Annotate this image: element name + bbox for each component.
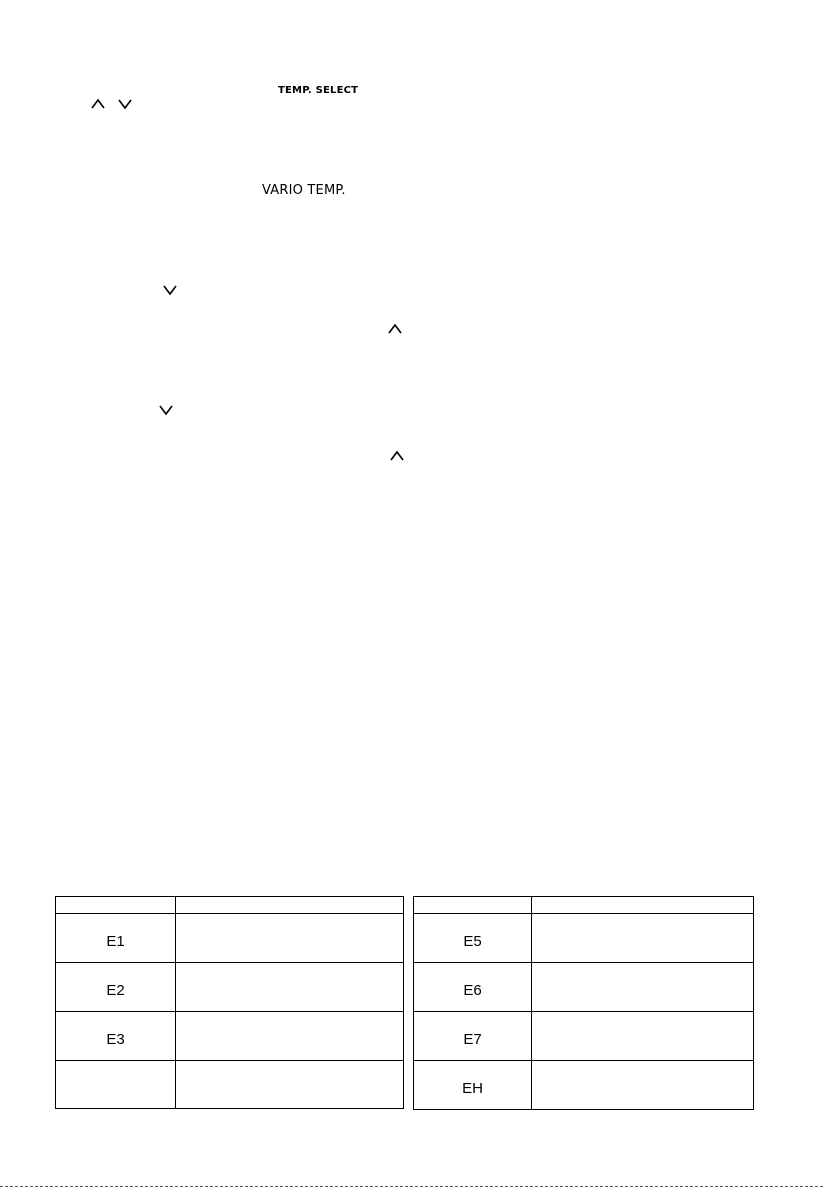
error-code: EH — [462, 1079, 483, 1097]
error-code-cell — [56, 963, 176, 1012]
error-code-table-right — [413, 896, 754, 1110]
table-row — [56, 1061, 404, 1109]
error-code: E7 — [463, 1030, 482, 1048]
error-description-cell — [176, 914, 404, 963]
error-code: E5 — [463, 932, 482, 950]
error-code-cell — [414, 1061, 532, 1110]
error-description-cell — [532, 914, 754, 963]
table-row — [56, 914, 404, 963]
temp-select-label: TEMP. SELECT — [278, 85, 359, 96]
error-code-cell — [414, 914, 532, 963]
table-header-row — [56, 897, 404, 914]
page-divider — [0, 1186, 823, 1187]
table-row — [414, 1012, 754, 1061]
vario-temp-label: VARIO TEMP. — [262, 183, 346, 198]
table-row — [414, 1061, 754, 1110]
table-header-cell — [414, 897, 532, 914]
chevron-down-icon — [118, 98, 132, 110]
error-code: E3 — [106, 1030, 125, 1048]
chevron-up-icon — [390, 450, 404, 462]
error-description-cell — [176, 1061, 404, 1109]
table-row — [414, 914, 754, 963]
error-code-cell — [414, 1012, 532, 1061]
table-header-row — [414, 897, 754, 914]
table-header-cell — [176, 897, 404, 914]
table-row — [56, 1012, 404, 1061]
error-description-cell — [532, 1012, 754, 1061]
error-code-cell — [56, 1061, 176, 1109]
error-code-table-left — [55, 896, 404, 1109]
error-description-cell — [532, 963, 754, 1012]
error-code-cell — [56, 914, 176, 963]
chevron-up-icon — [91, 98, 105, 110]
table-row — [56, 963, 404, 1012]
error-code: E1 — [106, 932, 125, 950]
error-code: E2 — [106, 981, 125, 999]
chevron-up-icon — [388, 323, 402, 335]
error-description-cell — [176, 1012, 404, 1061]
error-description-cell — [176, 963, 404, 1012]
error-code: E6 — [463, 981, 482, 999]
table-header-cell — [56, 897, 176, 914]
table-header-cell — [532, 897, 754, 914]
error-code-cell — [56, 1012, 176, 1061]
error-code-cell — [414, 963, 532, 1012]
table-row — [414, 963, 754, 1012]
chevron-down-icon — [159, 404, 173, 416]
chevron-down-icon — [163, 284, 177, 296]
error-description-cell — [532, 1061, 754, 1110]
